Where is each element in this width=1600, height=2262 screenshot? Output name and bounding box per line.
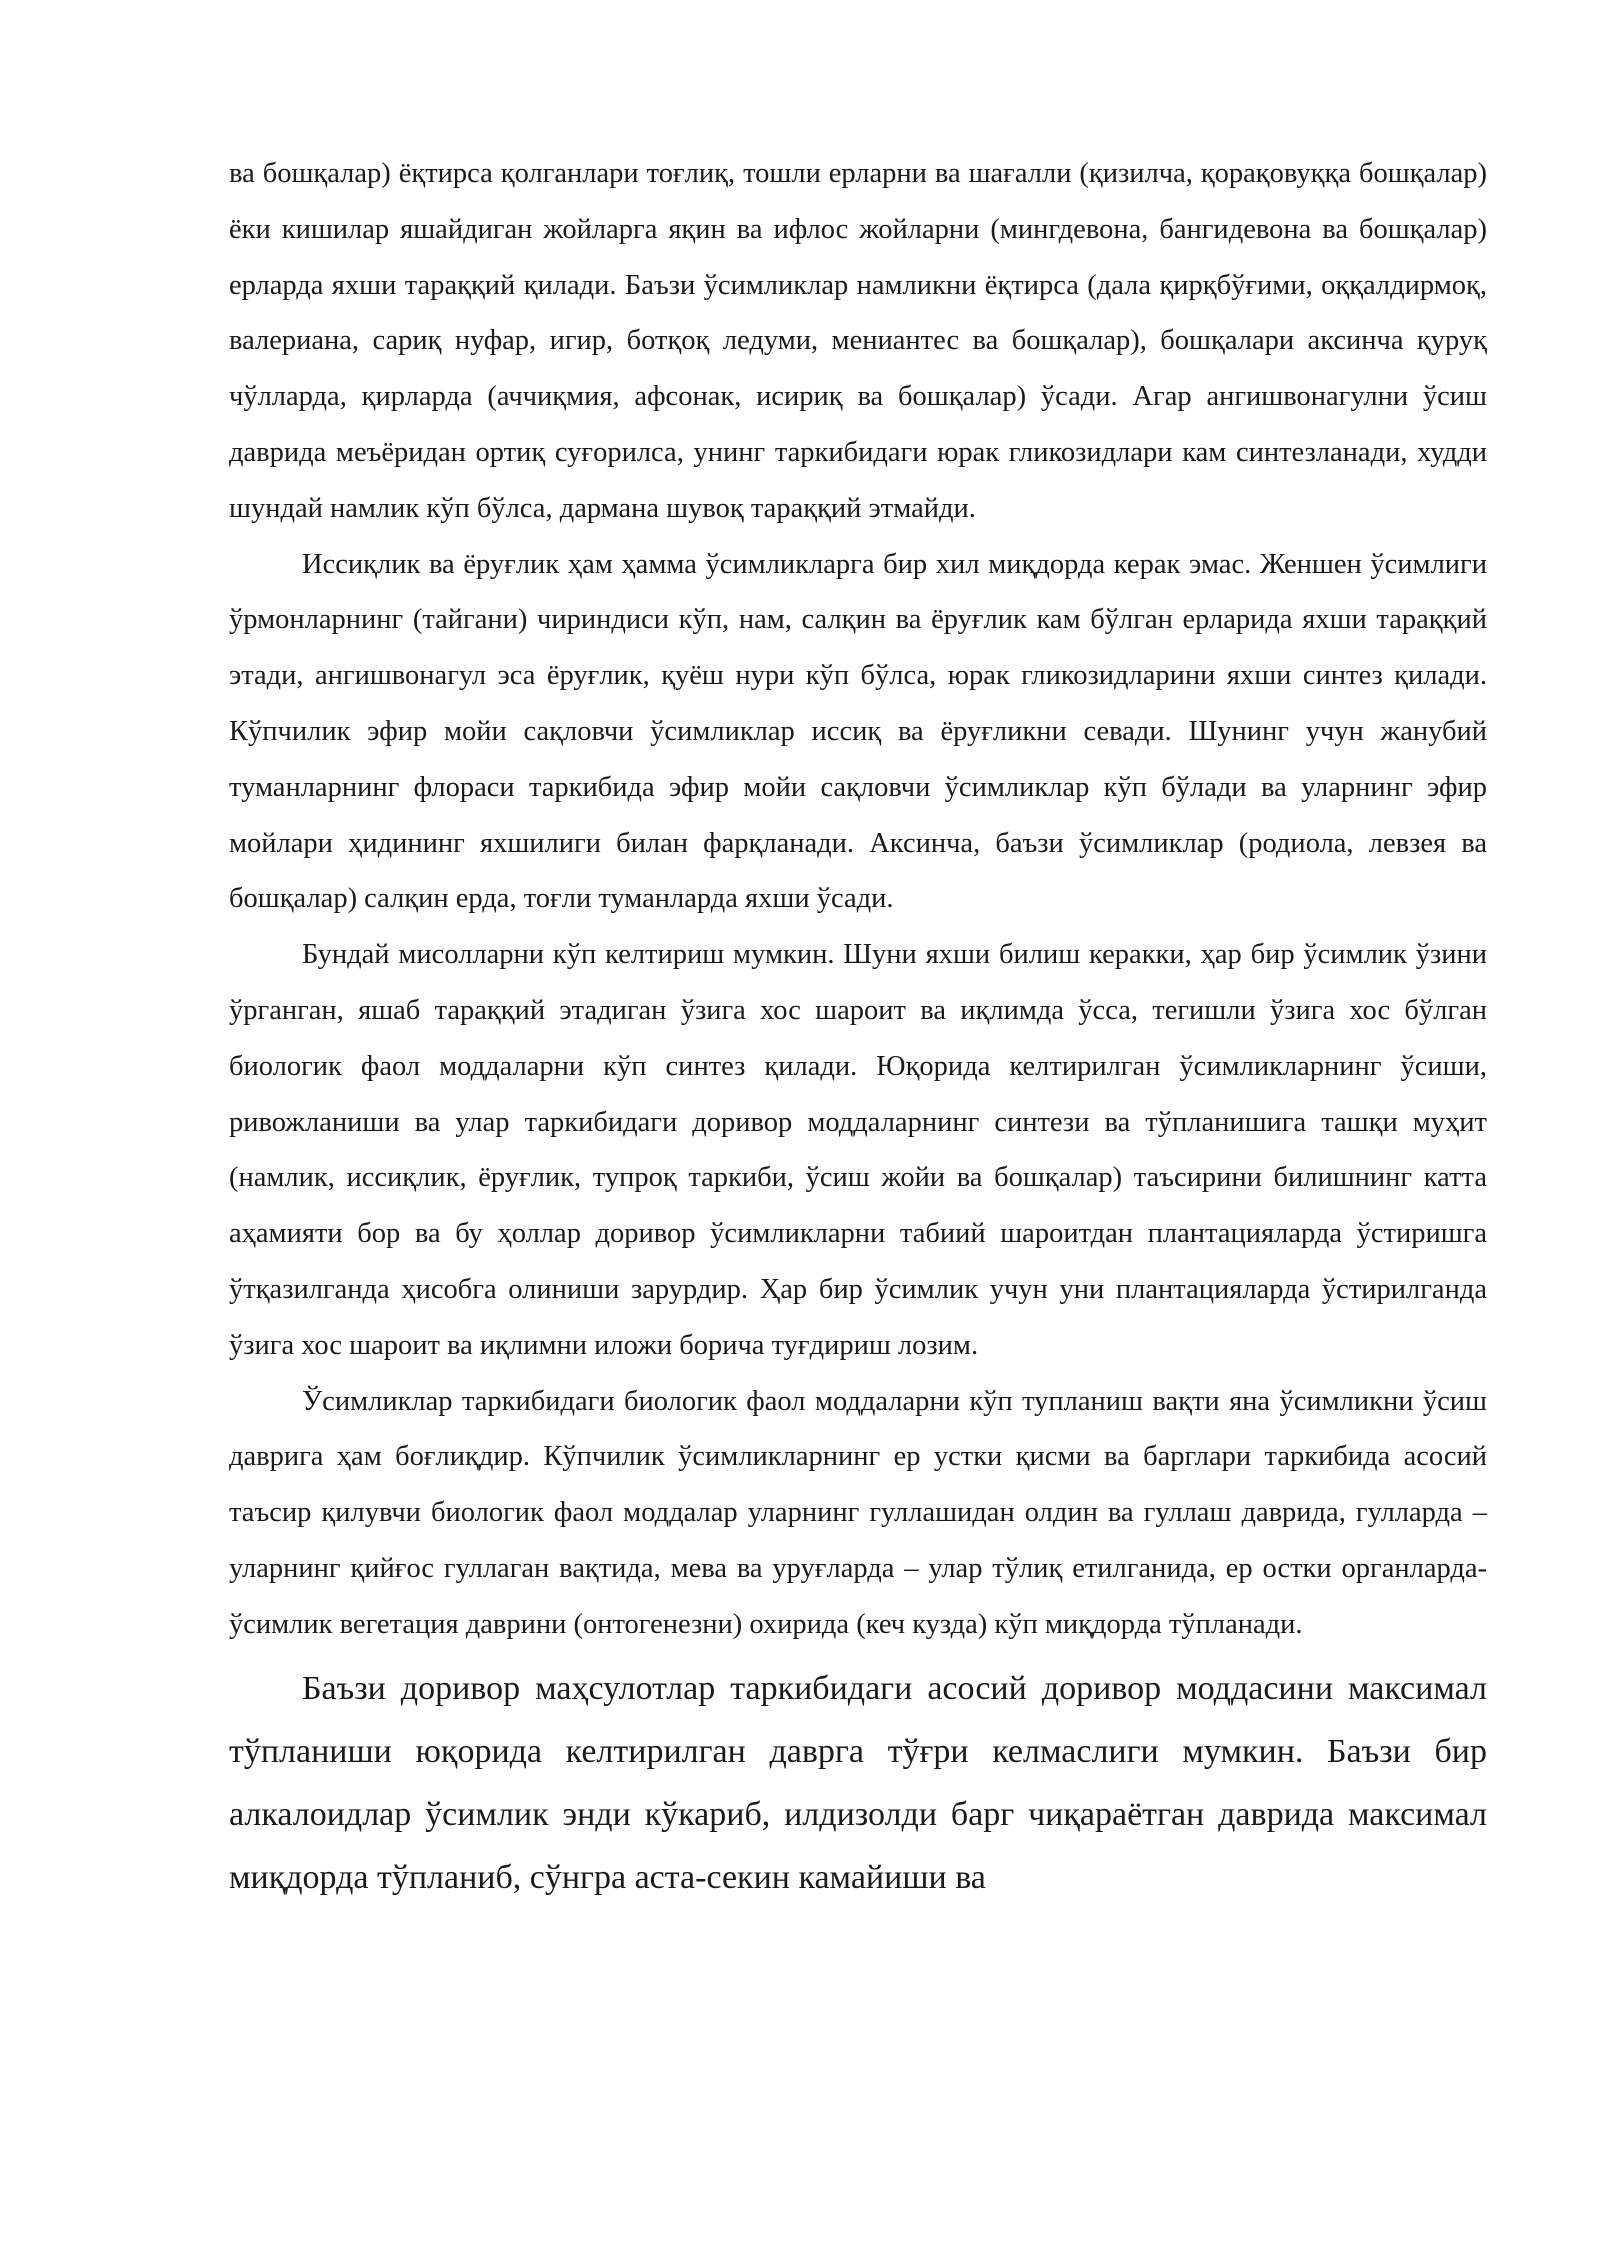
document-body [229, 146, 1487, 1909]
paragraph-1: ва бошқалар) ёқтирса қолганлари тоғлиқ, тошли ерларни ва шағалли (қизилча, қорақовуққа бошқалар) ёки кишилар яшайдиган жойларга яқин ва ифлос жойларни (мингдевона, бангидевона ва бошқалар) ерларда яхши тараққий қилади. Баъзи ўсимликлар намликни ёқтирса (дала қирқбўғими, оққалдирмоқ, валериана, сариқ нуфар, игир, ботқоқ ледуми, мениантес ва бошқалар), бошқалари аксинча қуруқ чўлларда, қирларда (аччиқмия, афсонак, исириқ ва бошқалар) ўсади. Агар ангишвонагулни ўсиш даврида меъёридан ортиқ суғорилса, унинг таркибидаги юрак гликозидлари кам синтезланади, худди шундай намлик кўп бўлса, дармана шувоқ тараққий этмайди. [229, 158, 1487, 524]
paragraph-2: Иссиқлик ва ёруғлик ҳам ҳамма ўсимликларга бир хил миқдорда керак эмас. Женшен ўсимлиги ўрмонларнинг (тайгани) чириндиси кўп, нам, салқин ва ёруғлик кам бўлган ерларида яхши тараққий этади, ангишвонагул эса ёруғлик, қуёш нури кўп бўлса, юрак гликозидларини яхши синтез қилади. Кўпчилик эфир мойи сақловчи ўсимликлар иссиқ ва ёруғликни севади. Шунинг учун жанубий туманларнинг флораси таркибида эфир мойи сақловчи ўсимликлар кўп бўлади ва уларнинг эфир мойлари ҳидининг яхшилиги билан фарқланади. Аксинча, баъзи ўсимликлар (родиола, левзея ва бошқалар) салқин ерда, тоғли туманларда яхши ўсади. [229, 548, 1487, 915]
paragraph-5: Баъзи доривор маҳсулотлар таркибидаги асосий доривор моддасини максимал тўпланиши юқорида келтирилган даврга тўғри келмаслиги мумкин. Баъзи бир алкалоидлар ўсимлик энди кўкариб, илдизолди барг чиқараётган даврида максимал миқдорда тўпланиб, сўнгра аста-секин камайиши ва [229, 1669, 1487, 1896]
paragraph-3: Бундай мисолларни кўп келтириш мумкин. Шуни яхши билиш керакки, ҳар бир ўсимлик ўзини ўрганган, яшаб тараққий этадиган ўзига хос шароит ва иқлимда ўсса, тегишли ўзига хос бўлган биологик фаол моддаларни кўп синтез қилади. Юқорида келтирилган ўсимликларнинг ўсиши, ривожланиши ва улар таркибидаги доривор моддаларнинг синтези ва тўпланишига ташқи муҳит (намлик, иссиқлик, ёруғлик, тупроқ таркиби, ўсиш жойи ва бошқалар) таъсирини билишнинг катта аҳамияти бор ва бу ҳоллар доривор ўсимликларни табиий шароитдан плантацияларда ўстиришга ўтқазилганда ҳисобга олиниши зарурдир. Ҳар бир ўсимлик учун уни плантацияларда ўстирилганда ўзига хос шароит ва иқлимни иложи борича туғдириш лозим. [229, 939, 1487, 1361]
paragraph-4: Ўсимликлар таркибидаги биологик фаол моддаларни кўп тупланиш вақти яна ўсимликни ўсиш даврига ҳам боғлиқдир. Кўпчилик ўсимликларнинг ер устки қисми ва барглари таркибида асосий таъсир қилувчи биологик фаол моддалар уларнинг гуллашидан олдин ва гуллаш даврида, гулларда – уларнинг қийғос гуллаган вақтида, мева ва уруғларда – улар тўлиқ етилганида, ер остки органларда- ўсимлик вегетация даврини (онтогенезни) охирида (кеч кузда) кўп миқдорда тўпланади. [229, 1385, 1487, 1640]
